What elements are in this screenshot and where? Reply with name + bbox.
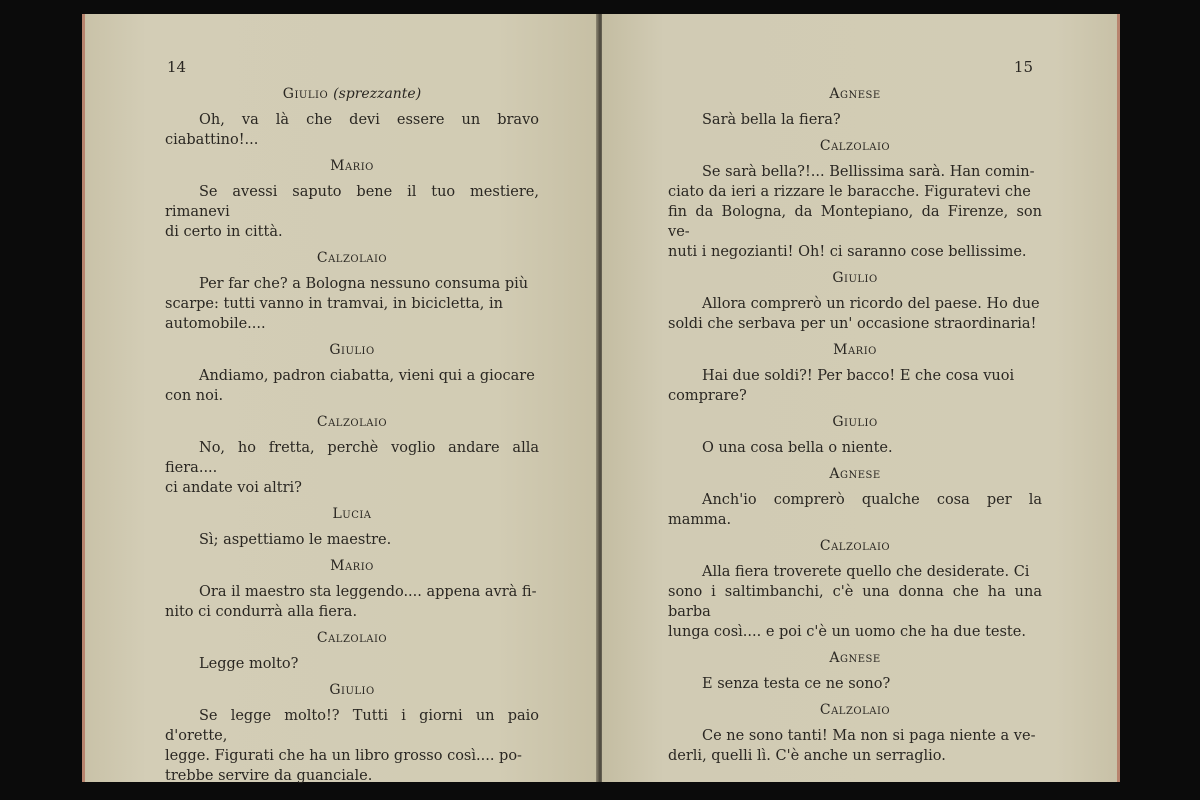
text-line: Sì; aspettiamo le maestre. <box>199 532 392 548</box>
speaker-name <box>165 248 539 268</box>
dialogue-line <box>668 726 1042 766</box>
speaker-name <box>165 412 539 432</box>
speaker-name <box>668 536 1042 556</box>
speaker-label: Calzolaio <box>819 538 891 554</box>
text-line: Legge molto? <box>199 656 299 672</box>
text-line: Se sarà bella?!... Bellissima sarà. Han comin- <box>702 164 1035 180</box>
speaker-label: Lucia <box>332 506 372 522</box>
left-page <box>82 14 598 782</box>
text-line: con noi. <box>165 388 224 404</box>
speaker-label: Calzolaio <box>316 630 388 646</box>
text-line: automobile.... <box>165 316 266 332</box>
text-line: legge. Figurati che ha un libro grosso così.... po- <box>165 748 522 764</box>
speaker-label: Giulio <box>832 414 878 430</box>
speaker-label: Agnese <box>829 86 881 102</box>
speaker-label: Calzolaio <box>819 702 891 718</box>
text-line: Alla fiera troverete quello che desiderate. Ci <box>702 564 1030 580</box>
page-number: 14 <box>167 58 187 76</box>
text-line: Anch'io comprerò qualche cosa per la mamma. <box>668 492 1042 528</box>
speaker-label: Mario <box>330 158 374 174</box>
text-line: Ce ne sono tanti! Ma non si paga niente a ve- <box>702 728 1036 744</box>
dialogue-line <box>668 110 1042 130</box>
page-number: 15 <box>1013 58 1033 76</box>
dialogue-line <box>165 182 539 242</box>
text-line: No, ho fretta, perchè voglio andare alla fiera.... <box>165 440 539 476</box>
speaker-label: Giulio <box>329 682 375 698</box>
speaker-label: Giulio <box>282 86 329 102</box>
text-line: Sarà bella la fiera? <box>702 112 841 128</box>
dialogue-line <box>668 490 1042 530</box>
speaker-label: Agnese <box>829 466 881 482</box>
text-line: Andiamo, padron ciabatta, vieni qui a giocare <box>199 368 535 384</box>
speaker-name <box>165 556 539 576</box>
speaker-name <box>668 268 1042 288</box>
speaker-name <box>668 340 1042 360</box>
speaker-name <box>668 648 1042 668</box>
text-line: nuti i negozianti! Oh! ci saranno cose bellissime. <box>668 244 1027 260</box>
text-line: Per far che? a Bologna nessuno consuma più <box>199 276 529 292</box>
text-line: Oh, va là che devi essere un bravo ciabattino!... <box>165 112 539 148</box>
speaker-name <box>668 412 1042 432</box>
text-line: Allora comprerò un ricordo del paese. Ho due <box>702 296 1040 312</box>
text-line: ciato da ieri a rizzare le baracche. Figuratevi che <box>668 184 1031 200</box>
dialogue-line <box>165 366 539 406</box>
speaker-name <box>668 84 1042 104</box>
speaker-label: Calzolaio <box>819 138 891 154</box>
text-line: trebbe servire da guanciale. <box>165 768 373 784</box>
dialogue-line <box>165 438 539 498</box>
dialogue-line <box>165 582 539 622</box>
speaker-name <box>165 680 539 700</box>
dialogue-line <box>668 562 1042 642</box>
text-line: Se legge molto!? Tutti i giorni un paio d'orette, <box>165 708 539 744</box>
text-line: E senza testa ce ne sono? <box>702 676 891 692</box>
speaker-name <box>165 156 539 176</box>
stage-direction: (sprezzante) <box>333 86 422 102</box>
dialogue-line <box>165 530 539 550</box>
dialogue-line <box>668 438 1042 458</box>
speaker-label: Agnese <box>829 650 881 666</box>
text-line: lunga così.... e poi c'è un uomo che ha due teste. <box>668 624 1026 640</box>
speaker-label: Giulio <box>832 270 878 286</box>
text-line: Hai due soldi?! Per bacco! E che cosa vuoi <box>702 368 1015 384</box>
dialogue-line <box>668 294 1042 334</box>
speaker-name <box>165 84 539 104</box>
dialogue-line <box>165 654 539 674</box>
dialogue-line <box>165 110 539 150</box>
speaker-name <box>165 628 539 648</box>
speaker-label: Giulio <box>329 342 375 358</box>
dialogue-line <box>668 162 1042 262</box>
right-page <box>602 14 1120 782</box>
dialogue-line <box>165 706 539 786</box>
text-line: nito ci condurrà alla fiera. <box>165 604 358 620</box>
text-line: O una cosa bella o niente. <box>702 440 893 456</box>
dialogue-line <box>668 366 1042 406</box>
text-line: derli, quelli lì. C'è anche un serraglio. <box>668 748 946 764</box>
speaker-name <box>668 136 1042 156</box>
text-line: fin da Bologna, da Montepiano, da Firenze, son ve- <box>668 204 1042 240</box>
speaker-name <box>165 504 539 524</box>
speaker-name <box>668 464 1042 484</box>
text-line: ci andate voi altri? <box>165 480 302 496</box>
text-line: sono i saltimbanchi, c'è una donna che ha una barba <box>668 584 1042 620</box>
dialogue-line <box>668 674 1042 694</box>
speaker-name <box>668 700 1042 720</box>
text-line: scarpe: tutti vanno in tramvai, in bicicletta, in <box>165 296 503 312</box>
speaker-label: Calzolaio <box>316 250 388 266</box>
speaker-label: Mario <box>330 558 374 574</box>
text-line: Se avessi saputo bene il tuo mestiere, rimanevi <box>165 184 539 220</box>
dialogue-text <box>165 78 539 791</box>
speaker-label: Mario <box>833 342 877 358</box>
dialogue-line <box>165 274 539 334</box>
dialogue-text <box>668 78 1042 771</box>
text-line: Ora il maestro sta leggendo.... appena avrà fi- <box>199 584 537 600</box>
text-line: di certo in città. <box>165 224 283 240</box>
speaker-label: Calzolaio <box>316 414 388 430</box>
text-line: comprare? <box>668 388 747 404</box>
text-line: soldi che serbava per un' occasione straordinaria! <box>668 316 1037 332</box>
speaker-name <box>165 340 539 360</box>
